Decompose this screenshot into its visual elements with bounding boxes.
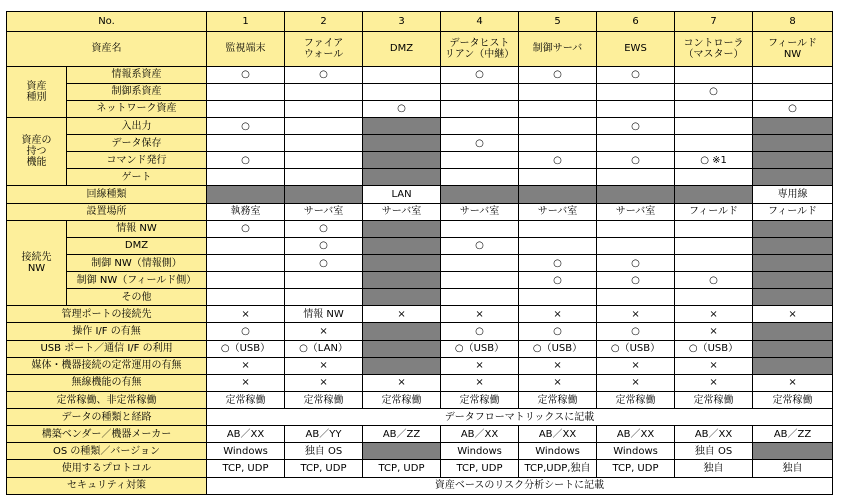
value-cell — [675, 254, 753, 271]
table-row — [7, 443, 833, 460]
shaded-cell — [753, 254, 833, 271]
value-cell: 定常稼働 — [753, 391, 833, 408]
shaded-cell — [753, 272, 833, 289]
value-cell: AB／XX — [675, 426, 753, 443]
group-label: 資産の 持つ 機能 — [7, 117, 67, 186]
asset-table — [6, 11, 833, 495]
row-label: 情報系資産 — [67, 66, 207, 83]
asset-name-label: 資産名 — [7, 32, 207, 66]
value-cell: × — [285, 323, 363, 340]
value-cell: 定常稼働 — [675, 391, 753, 408]
table-row — [7, 477, 833, 494]
value-cell: ○ — [519, 323, 597, 340]
asset-name-line: リアン（中継） — [444, 48, 515, 60]
shaded-cell — [753, 443, 833, 460]
value-cell: 定常稼働 — [441, 391, 519, 408]
value-cell — [285, 289, 363, 306]
value-cell — [519, 220, 597, 237]
value-cell — [675, 117, 753, 134]
shaded-cell — [519, 186, 597, 203]
value-cell — [675, 220, 753, 237]
value-cell — [519, 169, 597, 186]
value-cell: ○ — [207, 323, 285, 340]
value-cell: 定常稼働 — [519, 391, 597, 408]
value-cell: TCP,UDP,独自 — [519, 460, 597, 477]
value-cell — [519, 135, 597, 152]
value-cell: × — [597, 306, 675, 323]
value-cell — [675, 66, 753, 83]
value-cell: サーバ室 — [519, 203, 597, 220]
value-cell: ○（USB） — [675, 340, 753, 357]
value-cell — [597, 169, 675, 186]
asset-name-line: 監視端末 — [225, 43, 266, 55]
value-cell: 独自 — [675, 460, 753, 477]
value-cell: ○ — [285, 66, 363, 83]
value-cell: 定常稼働 — [285, 391, 363, 408]
value-cell: × — [285, 374, 363, 391]
shaded-cell — [675, 186, 753, 203]
shaded-cell — [363, 135, 441, 152]
value-cell — [207, 169, 285, 186]
merged-value-cell: データフローマトリックスに記載 — [207, 409, 833, 426]
value-cell: × — [753, 306, 833, 323]
value-cell — [285, 117, 363, 134]
asset-name-5 — [519, 32, 597, 66]
value-cell: ○ — [207, 220, 285, 237]
value-cell — [363, 66, 441, 83]
value-cell — [597, 135, 675, 152]
asset-name-line: （マスター） — [683, 48, 744, 60]
value-cell: Windows — [597, 443, 675, 460]
value-cell: TCP, UDP — [363, 460, 441, 477]
value-cell — [519, 83, 597, 100]
value-cell — [753, 66, 833, 83]
table-row — [7, 323, 833, 340]
value-cell — [285, 135, 363, 152]
value-cell — [519, 289, 597, 306]
value-cell: 独自 — [753, 460, 833, 477]
column-number-6: 6 — [597, 12, 675, 32]
header-row-asset-name — [7, 32, 833, 66]
value-cell — [363, 83, 441, 100]
value-cell: AB／ZZ — [753, 426, 833, 443]
shaded-cell — [753, 357, 833, 374]
value-cell: × — [363, 306, 441, 323]
shaded-cell — [753, 289, 833, 306]
value-cell — [207, 100, 285, 117]
value-cell — [285, 169, 363, 186]
column-number-5: 5 — [519, 12, 597, 32]
shaded-cell — [363, 220, 441, 237]
value-cell: × — [675, 323, 753, 340]
value-cell — [675, 237, 753, 254]
value-cell — [207, 83, 285, 100]
value-cell — [675, 289, 753, 306]
row-label: ネットワーク資産 — [67, 100, 207, 117]
value-cell — [441, 289, 519, 306]
asset-name-1 — [207, 32, 285, 66]
value-cell — [285, 83, 363, 100]
value-cell: ○ — [597, 323, 675, 340]
value-cell — [519, 100, 597, 117]
row-label: セキュリティ対策 — [7, 477, 207, 494]
shaded-cell — [363, 357, 441, 374]
value-cell — [675, 100, 753, 117]
value-cell: ○ ※1 — [675, 152, 753, 169]
row-label: コマンド発行 — [67, 152, 207, 169]
value-cell: ○ — [285, 254, 363, 271]
merged-value-cell: 資産ベースのリスク分析シートに記載 — [207, 477, 833, 494]
table-row — [7, 409, 833, 426]
table-row — [7, 117, 833, 134]
table-row — [7, 374, 833, 391]
asset-name-3 — [363, 32, 441, 66]
value-cell: 独自 OS — [285, 443, 363, 460]
shaded-cell — [363, 254, 441, 271]
table-row — [7, 357, 833, 374]
value-cell: ○ — [753, 100, 833, 117]
shaded-cell — [753, 323, 833, 340]
value-cell: 定常稼働 — [597, 391, 675, 408]
value-cell: ○ — [285, 220, 363, 237]
value-cell: ○ — [597, 254, 675, 271]
table-row — [7, 152, 833, 169]
row-label: データの種類と経路 — [7, 409, 207, 426]
row-label: 操作 I/F の有無 — [7, 323, 207, 340]
group-label: 資産 種別 — [7, 66, 67, 117]
column-number-8: 8 — [753, 12, 833, 32]
asset-name-4 — [441, 32, 519, 66]
value-cell — [519, 117, 597, 134]
row-label: OS の種類／バージョン — [7, 443, 207, 460]
value-cell — [207, 254, 285, 271]
shaded-cell — [753, 152, 833, 169]
no-label: No. — [7, 12, 207, 32]
shaded-cell — [285, 186, 363, 203]
shaded-cell — [753, 169, 833, 186]
value-cell: ○ — [675, 272, 753, 289]
value-cell: × — [675, 374, 753, 391]
asset-name-line: ファイア — [303, 37, 344, 49]
value-cell — [207, 135, 285, 152]
table-row — [7, 186, 833, 203]
value-cell — [441, 169, 519, 186]
value-cell: ○ — [441, 323, 519, 340]
row-label: 媒体・機器接続の定常運用の有無 — [7, 357, 207, 374]
value-cell: サーバ室 — [441, 203, 519, 220]
value-cell — [441, 117, 519, 134]
asset-name-line: ウォール — [303, 48, 344, 60]
asset-name-line: DMZ — [389, 43, 414, 55]
table-row — [7, 135, 833, 152]
shaded-cell — [753, 117, 833, 134]
asset-name-line: コントローラ — [683, 37, 744, 49]
value-cell: ○ — [519, 272, 597, 289]
table-row — [7, 203, 833, 220]
value-cell: ○（USB） — [519, 340, 597, 357]
asset-name-line: 制御サーバ — [532, 43, 583, 55]
value-cell — [441, 152, 519, 169]
value-cell: ○ — [597, 152, 675, 169]
value-cell: サーバ室 — [363, 203, 441, 220]
value-cell: AB／XX — [207, 426, 285, 443]
row-label: 回線種類 — [7, 186, 207, 203]
shaded-cell — [363, 340, 441, 357]
value-cell — [519, 237, 597, 254]
value-cell: × — [675, 306, 753, 323]
value-cell: 独自 OS — [675, 443, 753, 460]
value-cell: × — [597, 374, 675, 391]
row-label: 情報 NW — [67, 220, 207, 237]
row-label: データ保存 — [67, 135, 207, 152]
value-cell: × — [519, 374, 597, 391]
value-cell: ○ — [519, 66, 597, 83]
shaded-cell — [753, 237, 833, 254]
value-cell: TCP, UDP — [285, 460, 363, 477]
value-cell: ○ — [519, 254, 597, 271]
shaded-cell — [753, 340, 833, 357]
asset-name-line: データヒスト — [449, 37, 510, 49]
table-row — [7, 340, 833, 357]
shaded-cell — [753, 135, 833, 152]
asset-name-7 — [675, 32, 753, 66]
column-number-4: 4 — [441, 12, 519, 32]
table-row — [7, 391, 833, 408]
value-cell: AB／ZZ — [363, 426, 441, 443]
table-row — [7, 100, 833, 117]
value-cell — [675, 169, 753, 186]
value-cell: ○ — [207, 66, 285, 83]
value-cell: ○ — [519, 152, 597, 169]
row-label: 構築ベンダー／機器メーカー — [7, 426, 207, 443]
shaded-cell — [597, 186, 675, 203]
value-cell: 情報 NW — [285, 306, 363, 323]
shaded-cell — [753, 220, 833, 237]
value-cell: 定常稼働 — [363, 391, 441, 408]
row-label: USB ポート／通信 I/F の利用 — [7, 340, 207, 357]
value-cell: × — [597, 357, 675, 374]
value-cell — [285, 152, 363, 169]
value-cell: ○ — [597, 66, 675, 83]
table-row — [7, 237, 833, 254]
value-cell: TCP, UDP — [597, 460, 675, 477]
row-label: 無線機能の有無 — [7, 374, 207, 391]
value-cell — [441, 272, 519, 289]
value-cell: ○ — [207, 152, 285, 169]
value-cell: TCP, UDP — [207, 460, 285, 477]
shaded-cell — [363, 237, 441, 254]
column-number-2: 2 — [285, 12, 363, 32]
value-cell — [207, 289, 285, 306]
value-cell: ○ — [675, 83, 753, 100]
value-cell: AB／XX — [519, 426, 597, 443]
value-cell — [597, 83, 675, 100]
value-cell: 執務室 — [207, 203, 285, 220]
shaded-cell — [363, 152, 441, 169]
value-cell: ○ — [363, 100, 441, 117]
header-row-number — [7, 12, 833, 32]
shaded-cell — [363, 117, 441, 134]
column-number-3: 3 — [363, 12, 441, 32]
value-cell: AB／XX — [597, 426, 675, 443]
value-cell — [675, 135, 753, 152]
asset-name-line: フィールド — [768, 37, 818, 49]
value-cell: サーバ室 — [285, 203, 363, 220]
table-row — [7, 220, 833, 237]
value-cell: Windows — [519, 443, 597, 460]
value-cell: ○（USB） — [441, 340, 519, 357]
table-row — [7, 66, 833, 83]
value-cell: × — [363, 374, 441, 391]
shaded-cell — [363, 169, 441, 186]
table-row — [7, 169, 833, 186]
value-cell: ○（LAN） — [285, 340, 363, 357]
row-label: 制御 NW（情報側） — [67, 254, 207, 271]
value-cell — [597, 289, 675, 306]
value-cell: ○（USB） — [207, 340, 285, 357]
asset-name-6 — [597, 32, 675, 66]
value-cell — [207, 272, 285, 289]
value-cell — [285, 100, 363, 117]
value-cell: フィールド — [753, 203, 833, 220]
shaded-cell — [363, 289, 441, 306]
shaded-cell — [363, 272, 441, 289]
value-cell: × — [519, 357, 597, 374]
column-number-1: 1 — [207, 12, 285, 32]
table-row — [7, 83, 833, 100]
value-cell — [597, 220, 675, 237]
table-row — [7, 306, 833, 323]
row-label: 使用するプロトコル — [7, 460, 207, 477]
asset-name-8 — [753, 32, 833, 66]
value-cell: ○ — [441, 66, 519, 83]
value-cell — [597, 237, 675, 254]
table-row — [7, 426, 833, 443]
row-label: 設置場所 — [7, 203, 207, 220]
value-cell: Windows — [441, 443, 519, 460]
value-cell: × — [753, 374, 833, 391]
value-cell — [753, 83, 833, 100]
value-cell — [597, 100, 675, 117]
row-label: 定常稼働、非定常稼働 — [7, 391, 207, 408]
value-cell: サーバ室 — [597, 203, 675, 220]
asset-name-line: NW — [783, 48, 802, 60]
value-cell: LAN — [363, 186, 441, 203]
column-number-7: 7 — [675, 12, 753, 32]
value-cell: × — [285, 357, 363, 374]
group-label: 接続先 NW — [7, 220, 67, 306]
value-cell: AB／XX — [441, 426, 519, 443]
value-cell: Windows — [207, 443, 285, 460]
value-cell: ○（USB） — [597, 340, 675, 357]
value-cell — [441, 83, 519, 100]
value-cell: AB／YY — [285, 426, 363, 443]
value-cell: ○ — [285, 237, 363, 254]
value-cell — [285, 272, 363, 289]
shaded-cell — [363, 443, 441, 460]
shaded-cell — [363, 323, 441, 340]
asset-name-2 — [285, 32, 363, 66]
value-cell: ○ — [597, 117, 675, 134]
value-cell: × — [441, 306, 519, 323]
value-cell: ○ — [597, 272, 675, 289]
value-cell — [207, 237, 285, 254]
table-row — [7, 254, 833, 271]
value-cell: フィールド — [675, 203, 753, 220]
value-cell: TCP, UDP — [441, 460, 519, 477]
row-label: 入出力 — [67, 117, 207, 134]
value-cell: 定常稼働 — [207, 391, 285, 408]
value-cell: ○ — [441, 135, 519, 152]
row-label: 制御系資産 — [67, 83, 207, 100]
value-cell: ○ — [207, 117, 285, 134]
shaded-cell — [207, 186, 285, 203]
value-cell: ○ — [441, 237, 519, 254]
table-row — [7, 460, 833, 477]
shaded-cell — [441, 186, 519, 203]
value-cell: × — [207, 357, 285, 374]
value-cell — [441, 220, 519, 237]
value-cell: × — [207, 306, 285, 323]
table-row — [7, 289, 833, 306]
value-cell: × — [675, 357, 753, 374]
row-label: その他 — [67, 289, 207, 306]
row-label: 管理ポートの接続先 — [7, 306, 207, 323]
value-cell: × — [441, 374, 519, 391]
row-label: DMZ — [67, 237, 207, 254]
asset-name-line: EWS — [624, 43, 647, 55]
value-cell: × — [519, 306, 597, 323]
value-cell: 専用線 — [753, 186, 833, 203]
row-label: 制御 NW（フィールド側） — [67, 272, 207, 289]
value-cell: × — [207, 374, 285, 391]
value-cell — [441, 100, 519, 117]
value-cell: × — [441, 357, 519, 374]
row-label: ゲート — [67, 169, 207, 186]
table-row — [7, 272, 833, 289]
value-cell — [441, 254, 519, 271]
